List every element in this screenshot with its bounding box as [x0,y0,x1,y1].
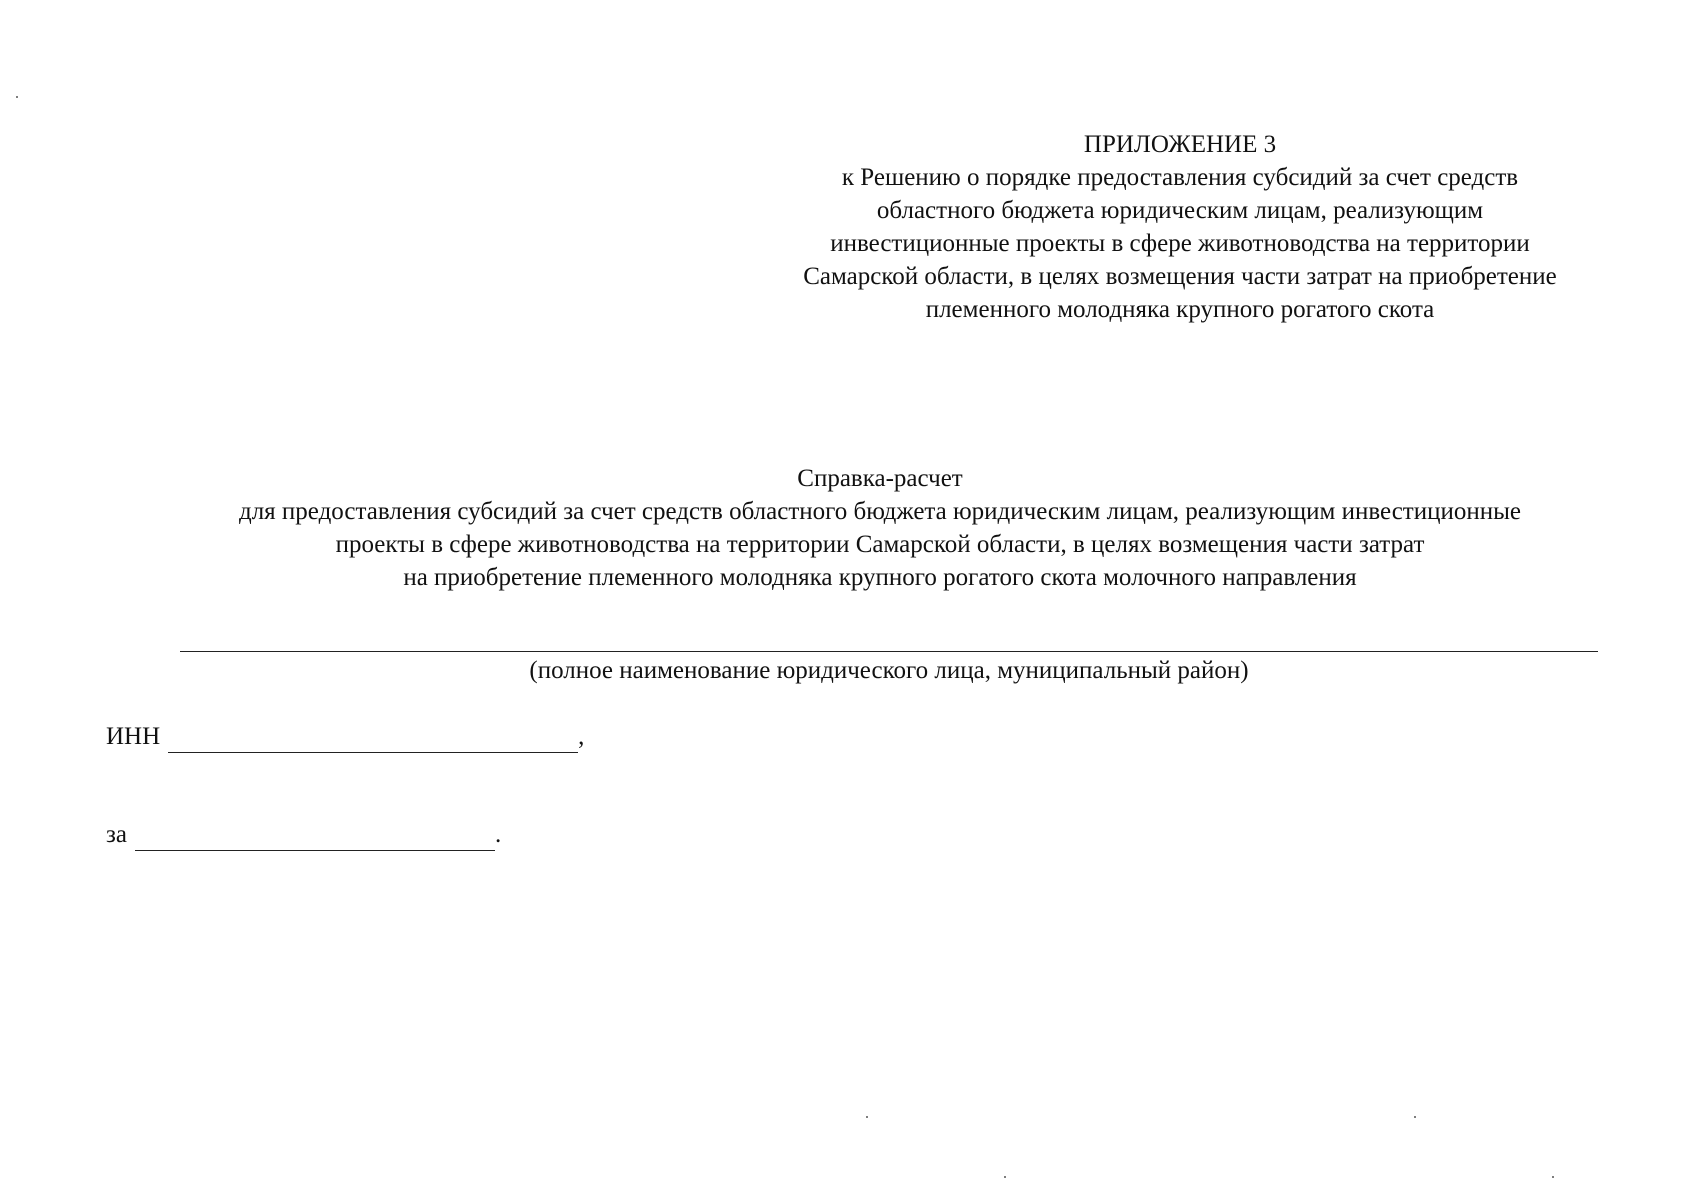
scan-speck [1004,1176,1006,1178]
scan-speck [1414,1116,1416,1118]
inn-field[interactable] [168,726,578,753]
appendix-line-4: Самарской области, в целях возмещения части затрат на приобретение [803,263,1557,290]
entity-name-field[interactable] [180,651,1598,652]
document-subtitle-line-2: проекты в сфере животноводства на территории Самарской области, в целях возмещения части затрат [335,531,1425,558]
inn-suffix: , [578,723,585,750]
appendix-line-1: к Решению о порядке предоставления субсидий за счет средств [841,164,1519,191]
document-subtitle-line-3: на приобретение племенного молодняка крупного рогатого скота молочного направления [403,564,1357,591]
scan-speck [866,1116,868,1118]
document-subtitle-line-1: для предоставления субсидий за счет средств областного бюджета юридическим лицам, реализующим инвестиционные [238,498,1522,525]
period-field[interactable] [135,824,495,851]
period-suffix: . [494,821,502,848]
period-label: за [106,821,127,848]
appendix-line-3: инвестиционные проекты в сфере животноводства на территории [830,230,1530,257]
scan-speck [16,96,18,98]
appendix-title: ПРИЛОЖЕНИЕ 3 [1083,131,1277,158]
inn-label: ИНН [106,723,161,750]
document-heading [100,462,1660,594]
appendix-line-2: областного бюджета юридическим лицам, реализующим [876,197,1484,224]
scan-speck [1552,1176,1554,1178]
entity-name-caption: (полное наименование юридического лица, муниципальный район) [529,657,1249,684]
document-title: Справка-расчет [797,465,963,492]
appendix-header [700,128,1660,326]
period-row [106,818,501,851]
appendix-line-5: племенного молодняка крупного рогатого скота [925,296,1435,323]
inn-row [106,720,584,753]
